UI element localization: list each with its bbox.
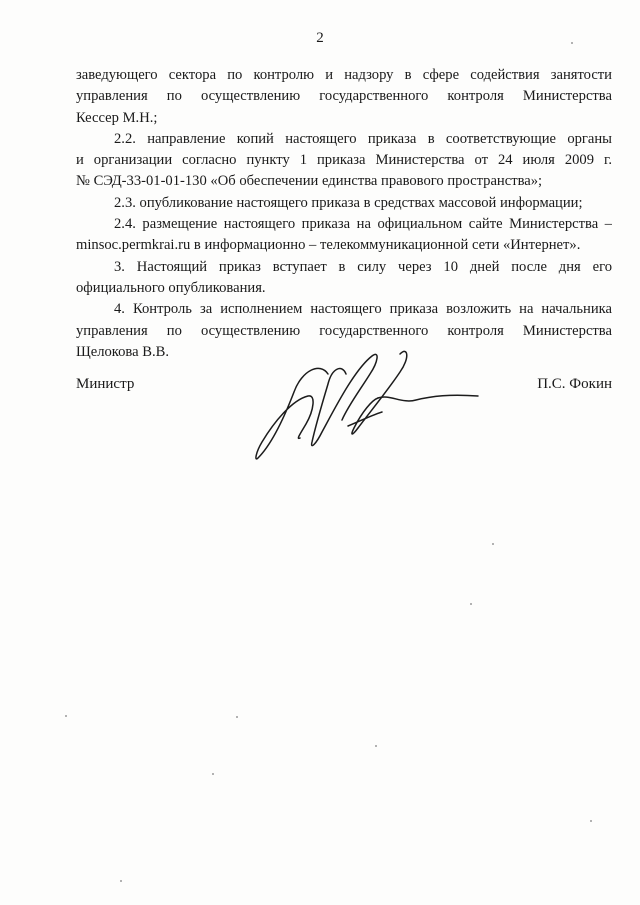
scan-speck xyxy=(470,603,472,605)
paragraph-3-line-2: официального опубликования. xyxy=(76,279,266,296)
paragraph-2-2-line-2: и организации согласно пункту 1 приказа Министерства от 24 июля 2009 г. xyxy=(76,152,612,169)
paragraph-4-line-2: управления по осуществлению государственного контроля Министерства xyxy=(76,322,612,339)
scan-speck xyxy=(375,745,377,747)
paragraph-2-2-line-1: 2.2. направление копий настоящего приказа в соответствующие органы xyxy=(114,130,612,147)
order-text xyxy=(76,65,612,363)
paragraph-2-3-line-1: 2.3. опубликование настоящего приказа в средствах массовой информации; xyxy=(114,194,583,211)
paragraph-3-line-1: 3. Настоящий приказ вступает в силу через 10 дней после дня его xyxy=(114,258,612,275)
page-number: 2 xyxy=(316,30,324,46)
paragraph-1-line-1: заведующего сектора по контролю и надзору в сфере содействия занятости xyxy=(76,67,612,83)
scan-speck xyxy=(212,773,214,775)
paragraph-2-4-line-2: minsoc.permkrai.ru в информационно – телекоммуникационной сети «Интернет». xyxy=(76,237,581,254)
paragraph-1-line-2: управления по осуществлению государственного контроля Министерства xyxy=(76,88,612,105)
paragraph-2-2-line-3: № СЭД-33-01-01-130 «Об обеспечении единства правового пространства»; xyxy=(76,173,543,190)
scan-speck xyxy=(120,880,122,882)
handwritten-signature xyxy=(250,340,490,465)
scan-speck xyxy=(571,42,573,44)
scan-speck xyxy=(492,543,494,545)
paragraph-4-line-1: 4. Контроль за исполнением настоящего приказа возложить на начальника xyxy=(114,301,612,318)
scan-speck xyxy=(236,716,238,718)
scan-speck xyxy=(590,820,592,822)
paragraph-2-4-line-1: 2.4. размещение настоящего приказа на официальном сайте Министерства – xyxy=(114,216,612,233)
scan-speck xyxy=(65,715,67,717)
signatory-name: П.С. Фокин xyxy=(537,376,612,392)
paragraph-4-line-3: Щелокова В.В. xyxy=(76,343,170,360)
paragraph-1-line-3: Кессер М.Н.; xyxy=(76,109,158,126)
position-title: Министр xyxy=(76,376,135,392)
